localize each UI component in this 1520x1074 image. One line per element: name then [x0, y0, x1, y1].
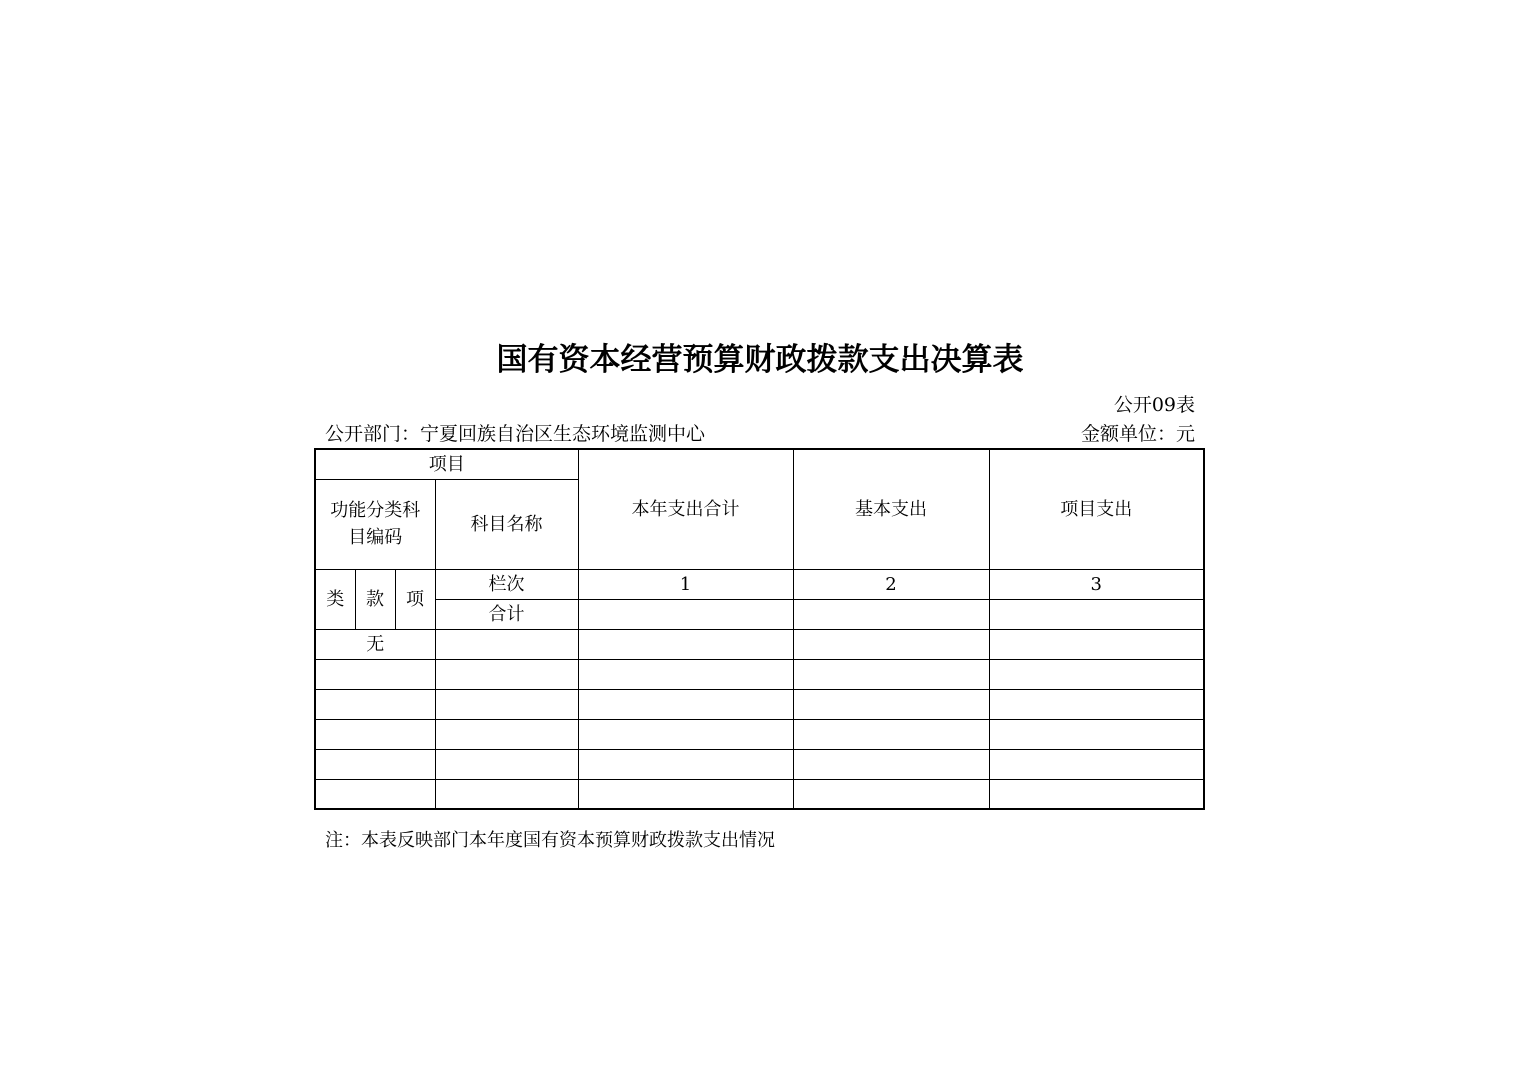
- sub-header-item: 项: [395, 569, 435, 629]
- total-row: [315, 599, 1204, 629]
- row-name: [435, 689, 578, 719]
- column-number-2: 2: [793, 569, 989, 599]
- row-total: [578, 779, 793, 809]
- row-name: [435, 719, 578, 749]
- row-code: [315, 689, 435, 719]
- header-item: 项目: [315, 449, 578, 479]
- department-line: [325, 421, 705, 447]
- row-basic: [793, 659, 989, 689]
- row-project: [989, 689, 1204, 719]
- row-total: [578, 629, 793, 659]
- total-cell: [578, 599, 793, 629]
- row-project: [989, 749, 1204, 779]
- row-code: [315, 779, 435, 809]
- row-total: [578, 719, 793, 749]
- footnote: 注：本表反映部门本年度国有资本预算财政拨款支出情况: [325, 830, 775, 851]
- total-cell: [989, 599, 1204, 629]
- row-code: [315, 749, 435, 779]
- column-number-1: 1: [578, 569, 793, 599]
- row-total: [578, 749, 793, 779]
- header-row-item: [315, 449, 1204, 479]
- column-order-label: 栏次: [435, 569, 578, 599]
- row-name: [435, 659, 578, 689]
- header-func-code: 功能分类科目编码: [315, 479, 435, 569]
- column-order-row: [315, 569, 1204, 599]
- row-total: [578, 689, 793, 719]
- table-row: [315, 659, 1204, 689]
- row-project: [989, 659, 1204, 689]
- row-code: 无: [315, 629, 435, 659]
- unit-value: 元: [1175, 423, 1195, 445]
- row-name: [435, 629, 578, 659]
- total-cell: [793, 599, 989, 629]
- row-name: [435, 779, 578, 809]
- header-total: 本年支出合计: [578, 449, 793, 569]
- expenditure-table: [314, 448, 1205, 810]
- row-project: [989, 779, 1204, 809]
- table-row: [315, 779, 1204, 809]
- form-code: 公开09表: [1113, 394, 1195, 416]
- row-project: [989, 719, 1204, 749]
- department-name: 宁夏回族自治区生态环境监测中心: [420, 423, 706, 445]
- row-code: [315, 719, 435, 749]
- table-row: [315, 749, 1204, 779]
- row-name: [435, 749, 578, 779]
- unit-label: 金额单位：: [1080, 423, 1176, 445]
- header-subject-name: 科目名称: [435, 479, 578, 569]
- row-project: [989, 629, 1204, 659]
- unit-line: [1081, 421, 1195, 447]
- row-basic: [793, 629, 989, 659]
- row-basic: [793, 689, 989, 719]
- sub-header-class: 类: [315, 569, 355, 629]
- sub-header-section: 款: [355, 569, 395, 629]
- row-code: [315, 659, 435, 689]
- row-basic: [793, 779, 989, 809]
- row-basic: [793, 719, 989, 749]
- header-project: 项目支出: [989, 449, 1204, 569]
- header-basic: 基本支出: [793, 449, 989, 569]
- table-row: [315, 689, 1204, 719]
- row-basic: [793, 749, 989, 779]
- column-number-3: 3: [989, 569, 1204, 599]
- table-row: [315, 719, 1204, 749]
- document-title: 国有资本经营预算财政拨款支出决算表: [496, 342, 1024, 378]
- table-row: [315, 629, 1204, 659]
- row-total: [578, 659, 793, 689]
- total-label: 合计: [435, 599, 578, 629]
- department-label: 公开部门：: [325, 423, 421, 445]
